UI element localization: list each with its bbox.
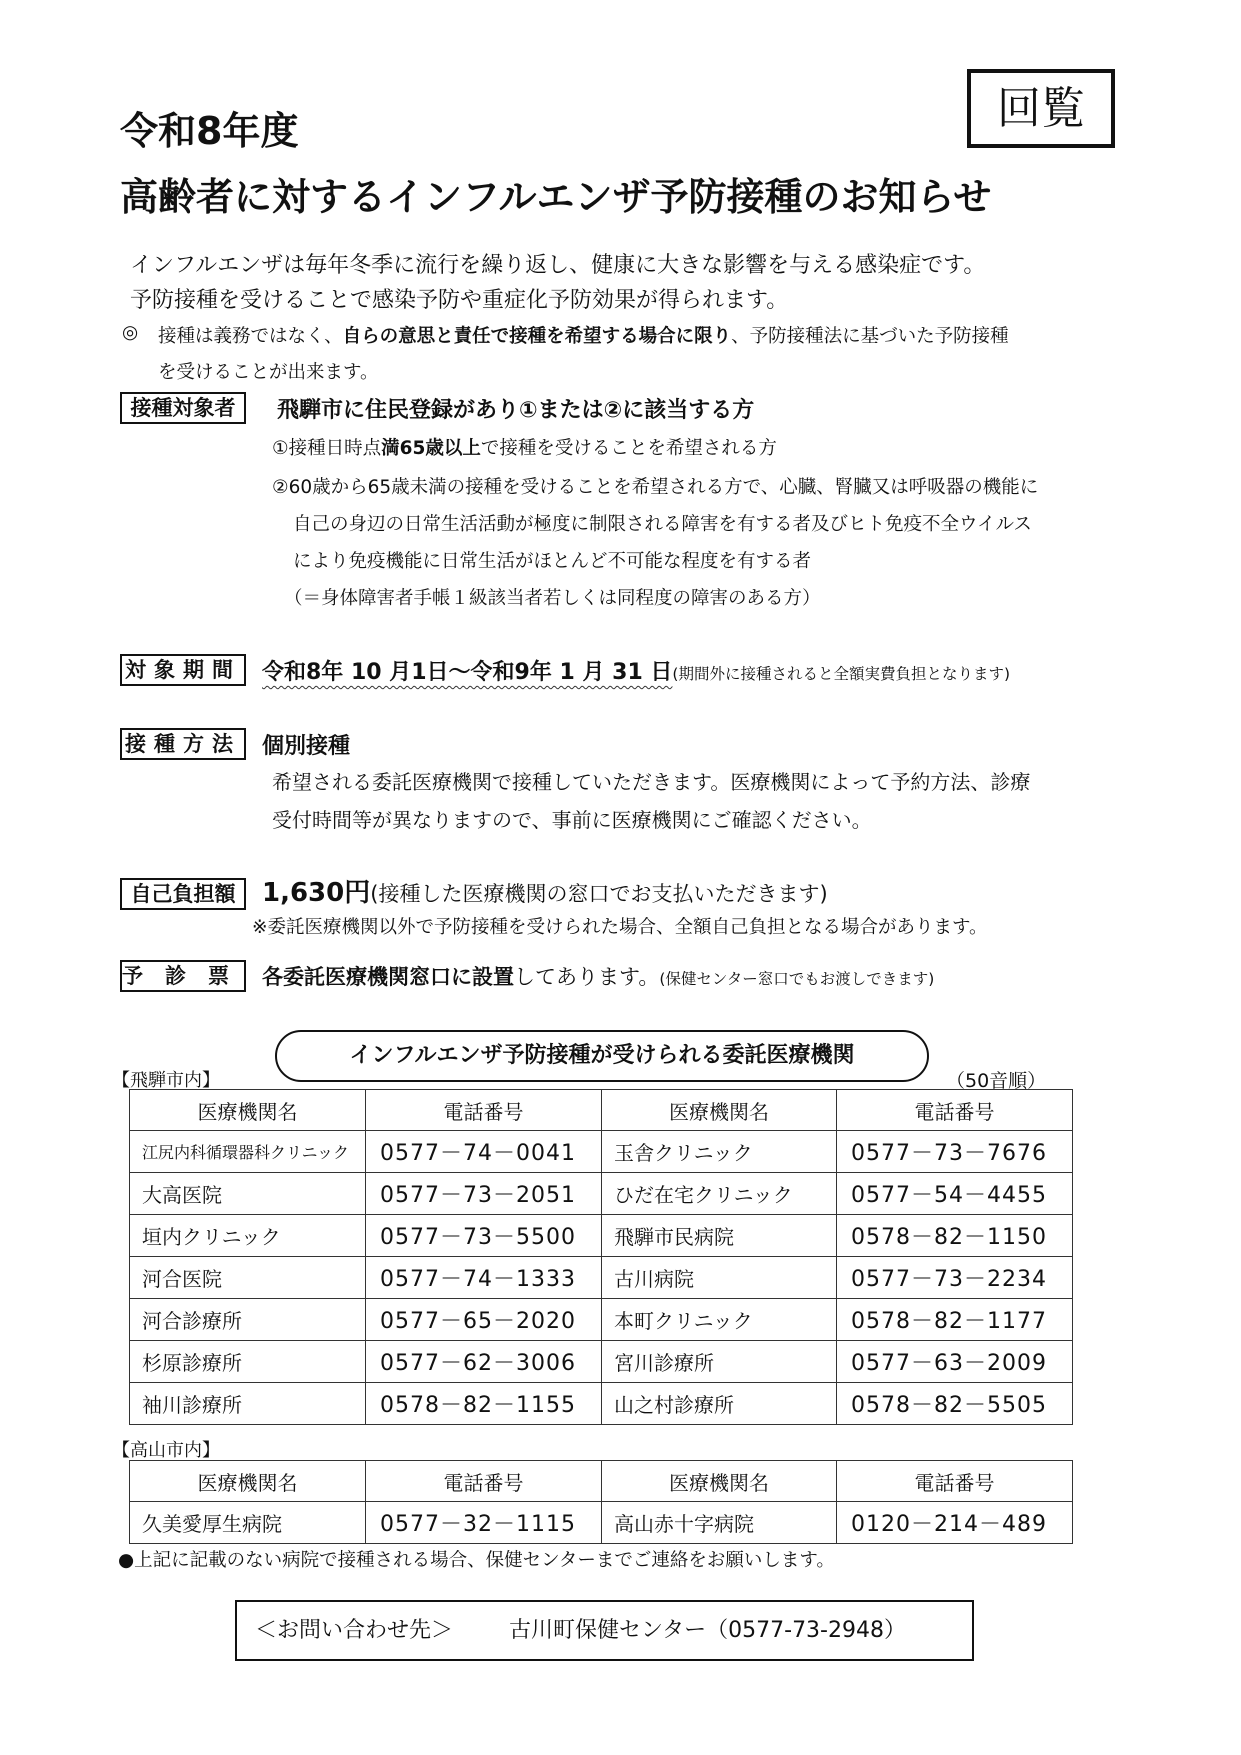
clinic-name-cell: 杉原診療所 [130,1341,366,1383]
period-note: (期間外に接種されると全額実費負担となります) [672,665,1011,683]
target-label: 接種対象者 [120,392,246,424]
contact-value: 古川町保健センター（0577-73-2948） [509,1618,906,1643]
page-title: 高齢者に対するインフルエンザ予防接種のお知らせ [120,175,992,219]
cost-amount: 1,630円 [262,878,371,908]
phone-cell: 0577－62－3006 [366,1341,602,1383]
method-line-2: 受付時間等が異なりますので、事前に医療機関にご確認ください。 [272,808,872,832]
target-heading: 飛騨市に住民登録があり①または②に該当する方 [277,398,755,423]
table-row [130,1131,1073,1173]
title-year: 令和8年度 [120,109,299,153]
header-phone: 電話番号 [837,1461,1073,1502]
clinic-name-cell: 江尻内科循環器科クリニック [130,1131,366,1173]
target-condition-2-line-2: 自己の身辺の日常生活活動が極度に制限される障害を有する者及びヒト免疫不全ウイルス [293,514,1032,535]
contact-box [235,1600,974,1661]
header-phone: 電話番号 [366,1090,602,1131]
phone-cell: 0577－73－2234 [837,1257,1073,1299]
clinic-name-cell: 高山赤十字病院 [602,1502,837,1544]
target-condition-2-line-4: （＝身体障害者手帳１級該当者若しくは同程度の障害のある方） [284,588,821,609]
period-value: 令和8年 10 月1日～令和9年 1 月 31 日 [262,660,673,685]
list-title: インフルエンザ予防接種が受けられる委託医療機関 [275,1030,929,1082]
phone-cell: 0578－82－1150 [837,1215,1073,1257]
note-mark: ◎ [122,322,139,343]
cost-line [262,872,828,909]
phone-cell: 0577－63－2009 [837,1341,1073,1383]
clinic-name-cell: 古川病院 [602,1257,837,1299]
table-row [130,1215,1073,1257]
method-heading: 個別接種 [262,734,351,759]
sort-order-note: （50音順） [946,1070,1047,1092]
phone-cell: 0577－73－7676 [837,1131,1073,1173]
target-condition-2-line-1: ②60歳から65歳未満の接種を受けることを希望される方で、心臓、腎臓又は呼吸器の機能に [272,477,1039,498]
clinic-name-cell: 垣内クリニック [130,1215,366,1257]
method-line-1: 希望される委託医療機関で接種していただきます。医療機関によって予約方法、診療 [272,770,1031,794]
hida-header-row [130,1090,1073,1131]
takayama-clinic-table [129,1460,1073,1544]
form-line: 各委託医療機関窓口に設置してあります。(保健センター窓口でもお渡しできます) [262,965,935,989]
cost-note: ※委託医療機関以外で予防接種を受けられた場合、全額自己負担となる場合があります。 [252,917,988,938]
clinic-name-cell: 山之村診療所 [602,1383,837,1425]
phone-cell: 0578－82－1155 [366,1383,602,1425]
clinic-name-cell: 飛騨市民病院 [602,1215,837,1257]
intro-line-2: 予防接種を受けることで感染予防や重症化予防効果が得られます。 [130,288,789,313]
clinic-name-cell: 宮川診療所 [602,1341,837,1383]
header-phone: 電話番号 [837,1090,1073,1131]
table-row [130,1341,1073,1383]
cost-amount-note: (接種した医療機関の窓口でお支払いただきます) [370,882,828,906]
clinic-name-cell: 玉舎クリニック [602,1131,837,1173]
footnote: ●上記に記載のない病院で接種される場合、保健センターまでご連絡をお願いします。 [118,1550,835,1571]
clinic-name-cell: 河合医院 [130,1257,366,1299]
phone-cell: 0577－32－1115 [366,1502,602,1544]
table-row [130,1383,1073,1425]
clinic-name-cell: 大高医院 [130,1173,366,1215]
intro-line-1: インフルエンザは毎年冬季に流行を繰り返し、健康に大きな影響を与える感染症です。 [130,253,986,278]
table-row [130,1299,1073,1341]
target-condition-2-line-3: により免疫機能に日常生活がほとんど不可能な程度を有する者 [293,551,812,572]
header-phone: 電話番号 [366,1461,602,1502]
table-row [130,1173,1073,1215]
period-label: 対象期間 [120,654,246,686]
phone-cell: 0577－74－1333 [366,1257,602,1299]
header-clinic-name: 医療機関名 [602,1090,837,1131]
phone-cell: 0578－82－5505 [837,1383,1073,1425]
phone-cell: 0577－73－5500 [366,1215,602,1257]
note-line-2: を受けることが出来ます。 [158,362,379,383]
target-condition-1: ①接種日時点満65歳以上で接種を受けることを希望される方 [272,438,777,459]
contact-label: ＜お問い合わせ先＞ [255,1618,454,1643]
phone-cell: 0577－74－0041 [366,1131,602,1173]
clinic-name-cell: 河合診療所 [130,1299,366,1341]
header-clinic-name: 医療機関名 [602,1461,837,1502]
phone-cell: 0578－82－1177 [837,1299,1073,1341]
phone-cell: 0577－54－4455 [837,1173,1073,1215]
takayama-header-row [130,1461,1073,1502]
note-line-1: 接種は義務ではなく、自らの意思と責任で接種を希望する場合に限り、予防接種法に基づいた予防接種 [158,326,1009,347]
clinic-name-cell: ひだ在宅クリニック [602,1173,837,1215]
circulation-stamp: 回覧 [967,69,1115,148]
clinic-name-cell: 本町クリニック [602,1299,837,1341]
phone-cell: 0577－65－2020 [366,1299,602,1341]
phone-cell: 0120－214－489 [837,1502,1073,1544]
hida-section-label: 【飛騨市内】 [112,1070,220,1091]
method-label: 接種方法 [120,728,246,760]
clinic-name-cell: 久美愛厚生病院 [130,1502,366,1544]
form-label: 予診票 [120,960,246,992]
period-line [262,655,1010,686]
takayama-section-label: 【高山市内】 [112,1440,220,1461]
header-clinic-name: 医療機関名 [130,1461,366,1502]
header-clinic-name: 医療機関名 [130,1090,366,1131]
table-row [130,1502,1073,1544]
table-row [130,1257,1073,1299]
hida-clinic-table [129,1089,1073,1425]
clinic-name-cell: 袖川診療所 [130,1383,366,1425]
phone-cell: 0577－73－2051 [366,1173,602,1215]
cost-label: 自己負担額 [120,878,246,910]
